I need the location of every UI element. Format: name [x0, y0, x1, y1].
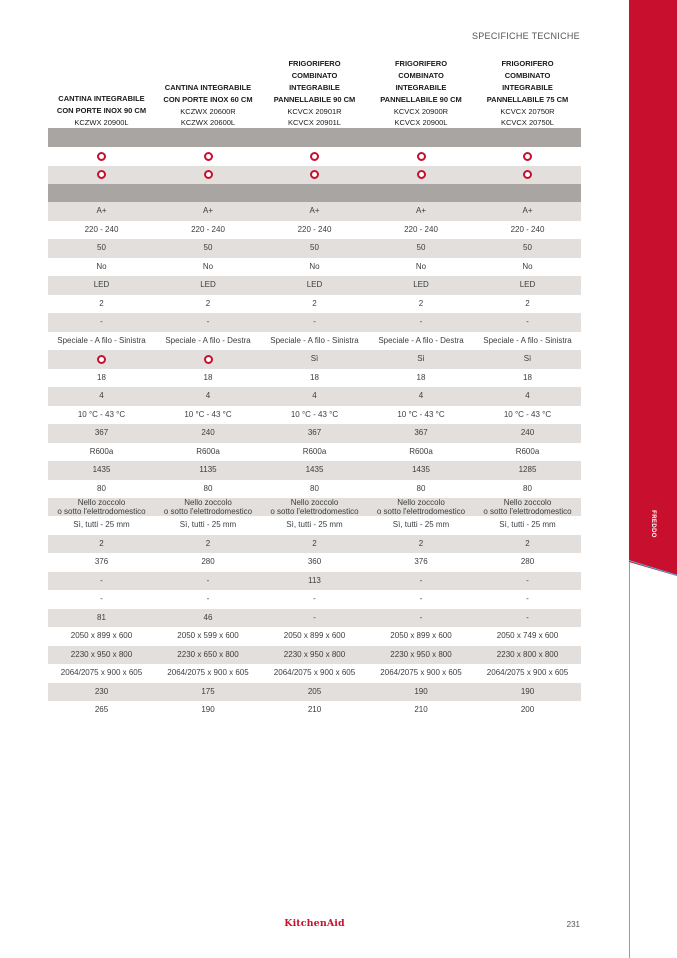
- table-cell: 2: [525, 298, 530, 308]
- header-col-2: [155, 54, 261, 128]
- table-cell: 1285: [474, 461, 581, 480]
- table-row: [48, 387, 581, 406]
- table-cell: -: [368, 313, 474, 332]
- table-cell: Speciale - A filo - Sinistra: [270, 335, 359, 345]
- table-cell: Sì: [368, 350, 474, 369]
- table-cell: 2: [99, 298, 104, 308]
- table-cell: 1135: [155, 461, 261, 480]
- column-title-line: PANNELLABILE 90 CM: [380, 95, 462, 104]
- table-cell: 46: [155, 609, 261, 628]
- table-cell: Sì, tutti - 25 mm: [179, 520, 237, 530]
- column-model-code: KCVCX 20750R: [500, 107, 555, 116]
- table-cell: 10 °C - 43 °C: [397, 409, 445, 419]
- table-cell: 210: [414, 705, 428, 715]
- feature-available-icon: [523, 152, 532, 161]
- table-row: [48, 276, 581, 295]
- table-cell: R600a: [89, 446, 114, 456]
- table-cell: A+: [474, 202, 581, 221]
- section-separator-band: [48, 128, 581, 147]
- table-cell: 376: [414, 557, 428, 567]
- table-row: [48, 202, 581, 221]
- table-cell: [261, 498, 368, 516]
- table-cell: 2064/2075 x 900 x 605: [167, 668, 249, 678]
- cell-text-line: o sotto l'elettrodomestico: [376, 507, 466, 516]
- table-cell: 205: [261, 683, 368, 702]
- table-cell: 376: [94, 557, 109, 567]
- cell-text-line: o sotto l'elettrodomestico: [57, 507, 146, 516]
- table-row: [48, 332, 581, 351]
- table-cell: 2: [261, 535, 368, 554]
- column-model-code: KCZWX 20900L: [74, 118, 129, 127]
- table-cell: -: [261, 313, 368, 332]
- side-tab-text: FREDDO: [650, 510, 657, 538]
- table-row: [48, 498, 581, 516]
- table-cell: -: [368, 572, 474, 591]
- table-cell: 81: [48, 609, 155, 628]
- table-cell: 2050 x 899 x 600: [70, 631, 133, 641]
- table-cell: 367: [48, 424, 155, 443]
- table-cell: 18: [416, 372, 426, 382]
- table-cell: 240: [155, 424, 261, 443]
- table-cell: R600a: [196, 446, 220, 456]
- table-cell: 1435: [368, 461, 474, 480]
- table-row: [48, 424, 581, 443]
- table-cell: 18: [97, 372, 106, 382]
- table-cell: 220 - 240: [191, 224, 225, 234]
- header-col-4: [368, 54, 474, 128]
- column-title-line: PANNELLABILE 90 CM: [273, 95, 356, 104]
- cell-text-line: o sotto l'elettrodomestico: [163, 507, 253, 516]
- table-cell: 4: [368, 387, 474, 406]
- column-model-code: KCVCX 20901R: [287, 107, 342, 116]
- table-cell: 1435: [48, 461, 155, 480]
- column-model-code: KCZWX 20600R: [180, 107, 236, 116]
- table-cell: A+: [155, 202, 261, 221]
- table-row: [48, 239, 581, 258]
- table-row: [48, 350, 581, 369]
- cell-text-line: Nello zoccolo: [77, 498, 126, 507]
- table-cell: [48, 498, 155, 516]
- section-separator-band: [48, 184, 581, 202]
- side-tab-corner: [629, 562, 677, 576]
- table-cell: Speciale - A filo - Sinistra: [57, 335, 146, 345]
- table-cell: 10 °C - 43 °C: [77, 409, 126, 419]
- kitchenaid-logo: KitchenAid: [284, 918, 345, 929]
- table-cell: No: [309, 261, 320, 271]
- table-cell: 240: [474, 424, 581, 443]
- table-cell: R600a: [409, 446, 433, 456]
- cell-text-line: o sotto l'elettrodomestico: [270, 507, 359, 516]
- table-cell: 2050 x 899 x 600: [283, 631, 346, 641]
- table-cell: 280: [201, 557, 215, 567]
- table-cell: -: [526, 594, 529, 604]
- table-row: [48, 646, 581, 665]
- table-cell: LED: [261, 276, 368, 295]
- table-cell: [368, 147, 474, 166]
- feature-available-icon: [204, 355, 213, 364]
- cell-text-line: o sotto l'elettrodomestico: [483, 507, 572, 516]
- table-cell: 2050 x 599 x 600: [177, 631, 239, 641]
- feature-available-icon: [417, 170, 426, 179]
- section-title: SPECIFICHE TECNICHE: [471, 31, 580, 41]
- table-cell: Sì, tutti - 25 mm: [392, 520, 450, 530]
- column-title-line: CANTINA INTEGRABILE: [58, 94, 145, 103]
- table-cell: 2230 x 950 x 800: [368, 646, 474, 665]
- table-cell: 2: [418, 298, 424, 308]
- table-row: [48, 166, 581, 185]
- table-cell: -: [419, 594, 423, 604]
- column-title-line: COMBINATO: [291, 71, 338, 80]
- table-cell: 18: [203, 372, 213, 382]
- table-cell: No: [202, 261, 214, 271]
- table-cell: 200: [520, 705, 535, 715]
- table-row: [48, 258, 581, 277]
- table-cell: Sì, tutti - 25 mm: [286, 520, 343, 530]
- table-cell: 220 - 240: [84, 224, 119, 234]
- column-title-line: PANNELLABILE 75 CM: [486, 95, 569, 104]
- table-cell: 1435: [261, 461, 368, 480]
- table-cell: 80: [97, 483, 106, 493]
- table-cell: R600a: [302, 446, 327, 456]
- feature-available-icon: [310, 152, 319, 161]
- table-cell: 2: [205, 298, 211, 308]
- table-row: [48, 701, 581, 720]
- table-cell: -: [155, 572, 261, 591]
- table-cell: [368, 498, 474, 516]
- table-cell: 220 - 240: [297, 224, 332, 234]
- table-cell: 18: [310, 372, 319, 382]
- table-cell: 220 - 240: [404, 224, 438, 234]
- table-row: [48, 369, 581, 388]
- table-cell: [155, 166, 261, 185]
- table-cell: 50: [48, 239, 155, 258]
- table-row: [48, 221, 581, 240]
- table-cell: 2064/2075 x 900 x 605: [380, 668, 462, 678]
- table-cell: 2064/2075 x 900 x 605: [273, 668, 356, 678]
- table-cell: R600a: [515, 446, 540, 456]
- cell-text-line: Nello zoccolo: [503, 498, 552, 507]
- table-cell: -: [261, 609, 368, 628]
- table-cell: -: [368, 609, 474, 628]
- table-cell: 2: [155, 535, 261, 554]
- table-cell: Sì: [474, 350, 581, 369]
- header-col-5: [474, 54, 581, 128]
- table-cell: 50: [368, 239, 474, 258]
- table-cell: 10 °C - 43 °C: [503, 409, 552, 419]
- table-cell: -: [155, 313, 261, 332]
- table-cell: [48, 166, 155, 185]
- table-cell: 50: [474, 239, 581, 258]
- table-cell: 2050 x 899 x 600: [390, 631, 452, 641]
- column-title-line: CON PORTE INOX 60 CM: [163, 95, 253, 104]
- header-col-3: [261, 54, 368, 128]
- feature-available-icon: [97, 355, 106, 364]
- table-row: [48, 313, 581, 332]
- table-cell: 2064/2075 x 900 x 605: [60, 668, 143, 678]
- table-cell: [474, 147, 581, 166]
- table-cell: 4: [48, 387, 155, 406]
- table-cell: 190: [474, 683, 581, 702]
- table-cell: 4: [474, 387, 581, 406]
- table-cell: 2230 x 800 x 800: [474, 646, 581, 665]
- table-cell: No: [522, 261, 533, 271]
- table-cell: LED: [48, 276, 155, 295]
- feature-available-icon: [204, 170, 213, 179]
- table-cell: 280: [520, 557, 535, 567]
- table-cell: [474, 498, 581, 516]
- table-cell: 2050 x 749 x 600: [496, 631, 559, 641]
- column-title-line: COMBINATO: [504, 71, 551, 80]
- table-cell: LED: [474, 276, 581, 295]
- table-cell: 18: [523, 372, 532, 382]
- table-row: [48, 553, 581, 572]
- table-cell: 360: [307, 557, 322, 567]
- table-cell: 80: [523, 483, 532, 493]
- table-cell: [155, 350, 261, 369]
- column-title-line: CON PORTE INOX 90 CM: [56, 106, 147, 115]
- feature-available-icon: [417, 152, 426, 161]
- table-cell: A+: [368, 202, 474, 221]
- table-cell: 50: [155, 239, 261, 258]
- side-tab-label: [645, 510, 661, 538]
- column-title-line: FRIGORIFERO: [394, 59, 448, 68]
- table-row: [48, 295, 581, 314]
- cyan-edge-line: [629, 562, 630, 958]
- table-cell: Sì, tutti - 25 mm: [73, 520, 130, 530]
- column-title-line: FRIGORIFERO: [501, 59, 554, 68]
- column-model-code: KCVCX 20900R: [393, 107, 449, 116]
- table-cell: No: [415, 261, 427, 271]
- side-color-band: [629, 0, 677, 562]
- column-model-code: KCVCX 20901L: [288, 118, 341, 127]
- table-cell: 210: [307, 705, 322, 715]
- column-model-code: KCVCX 20900L: [394, 118, 448, 127]
- cell-text-line: Nello zoccolo: [397, 498, 445, 507]
- table-cell: -: [313, 594, 316, 604]
- table-row: [48, 683, 581, 702]
- table-row: [48, 627, 581, 646]
- separator-cell: [48, 184, 581, 202]
- table-body: [48, 128, 581, 720]
- table-cell: 367: [261, 424, 368, 443]
- table-cell: Speciale - A filo - Destra: [378, 335, 464, 345]
- table-row: [48, 609, 581, 628]
- table-cell: -: [100, 594, 103, 604]
- table-cell: 4: [261, 387, 368, 406]
- cell-text-line: Nello zoccolo: [184, 498, 232, 507]
- feature-available-icon: [310, 170, 319, 179]
- table-cell: [48, 350, 155, 369]
- table-cell: 2230 x 950 x 800: [261, 646, 368, 665]
- table-cell: 265: [94, 705, 109, 715]
- column-model-code: KCZWX 20600L: [180, 118, 236, 127]
- table-cell: 50: [261, 239, 368, 258]
- separator-cell: [48, 128, 581, 147]
- table-row: [48, 572, 581, 591]
- table-cell: 10 °C - 43 °C: [290, 409, 339, 419]
- page-number: 231: [566, 920, 580, 929]
- feature-available-icon: [97, 152, 106, 161]
- table-cell: LED: [155, 276, 261, 295]
- table-cell: 2064/2075 x 900 x 605: [486, 668, 569, 678]
- column-title-line: INTEGRABILE: [289, 83, 340, 92]
- table-cell: 175: [155, 683, 261, 702]
- table-cell: 2230 x 950 x 800: [48, 646, 155, 665]
- column-title-line: COMBINATO: [398, 71, 444, 80]
- table-row: [48, 590, 581, 609]
- table-cell: [155, 498, 261, 516]
- table-cell: -: [206, 594, 210, 604]
- table-cell: 10 °C - 43 °C: [184, 409, 232, 419]
- table-row: [48, 443, 581, 462]
- feature-available-icon: [523, 170, 532, 179]
- table-cell: LED: [368, 276, 474, 295]
- table-row: [48, 461, 581, 480]
- table-row: [48, 147, 581, 166]
- table-row: [48, 516, 581, 535]
- column-model-code: KCVCX 20750L: [501, 118, 554, 127]
- table-cell: 80: [310, 483, 319, 493]
- table-cell: -: [48, 313, 155, 332]
- table-cell: Speciale - A filo - Sinistra: [483, 335, 572, 345]
- feature-available-icon: [97, 170, 106, 179]
- column-title-line: INTEGRABILE: [502, 83, 553, 92]
- spec-table: [48, 54, 581, 720]
- table-cell: [474, 166, 581, 185]
- table-cell: 80: [416, 483, 426, 493]
- table-cell: -: [474, 572, 581, 591]
- table-cell: 2: [48, 535, 155, 554]
- table-header-row: [48, 54, 581, 128]
- column-title-line: INTEGRABILE: [395, 83, 447, 92]
- table-cell: 190: [201, 705, 215, 715]
- table-row: [48, 406, 581, 425]
- table-cell: [155, 147, 261, 166]
- table-cell: 230: [48, 683, 155, 702]
- column-title-line: CANTINA INTEGRABILE: [164, 83, 252, 92]
- feature-available-icon: [204, 152, 213, 161]
- table-cell: -: [48, 572, 155, 591]
- table-cell: [368, 166, 474, 185]
- table-cell: A+: [48, 202, 155, 221]
- table-cell: No: [96, 261, 107, 271]
- table-row: [48, 664, 581, 683]
- cell-text-line: Nello zoccolo: [290, 498, 339, 507]
- table-cell: [48, 147, 155, 166]
- table-cell: Speciale - A filo - Destra: [165, 335, 251, 345]
- table-cell: 4: [155, 387, 261, 406]
- column-title-line: FRIGORIFERO: [288, 59, 341, 68]
- table-cell: A+: [261, 202, 368, 221]
- table-cell: 367: [368, 424, 474, 443]
- table-cell: -: [474, 609, 581, 628]
- table-row: [48, 535, 581, 554]
- table-cell: 190: [368, 683, 474, 702]
- table-cell: 113: [261, 572, 368, 591]
- header-col-1: [48, 54, 155, 128]
- table-cell: 80: [203, 483, 213, 493]
- table-cell: [261, 166, 368, 185]
- table-cell: Sì: [261, 350, 368, 369]
- table-cell: 220 - 240: [510, 224, 545, 234]
- table-cell: 2: [368, 535, 474, 554]
- table-cell: 2: [474, 535, 581, 554]
- table-cell: 2: [312, 298, 317, 308]
- table-cell: [261, 147, 368, 166]
- table-cell: 2230 x 650 x 800: [155, 646, 261, 665]
- table-row: [48, 480, 581, 499]
- table-cell: -: [474, 313, 581, 332]
- table-cell: Sì, tutti - 25 mm: [499, 520, 556, 530]
